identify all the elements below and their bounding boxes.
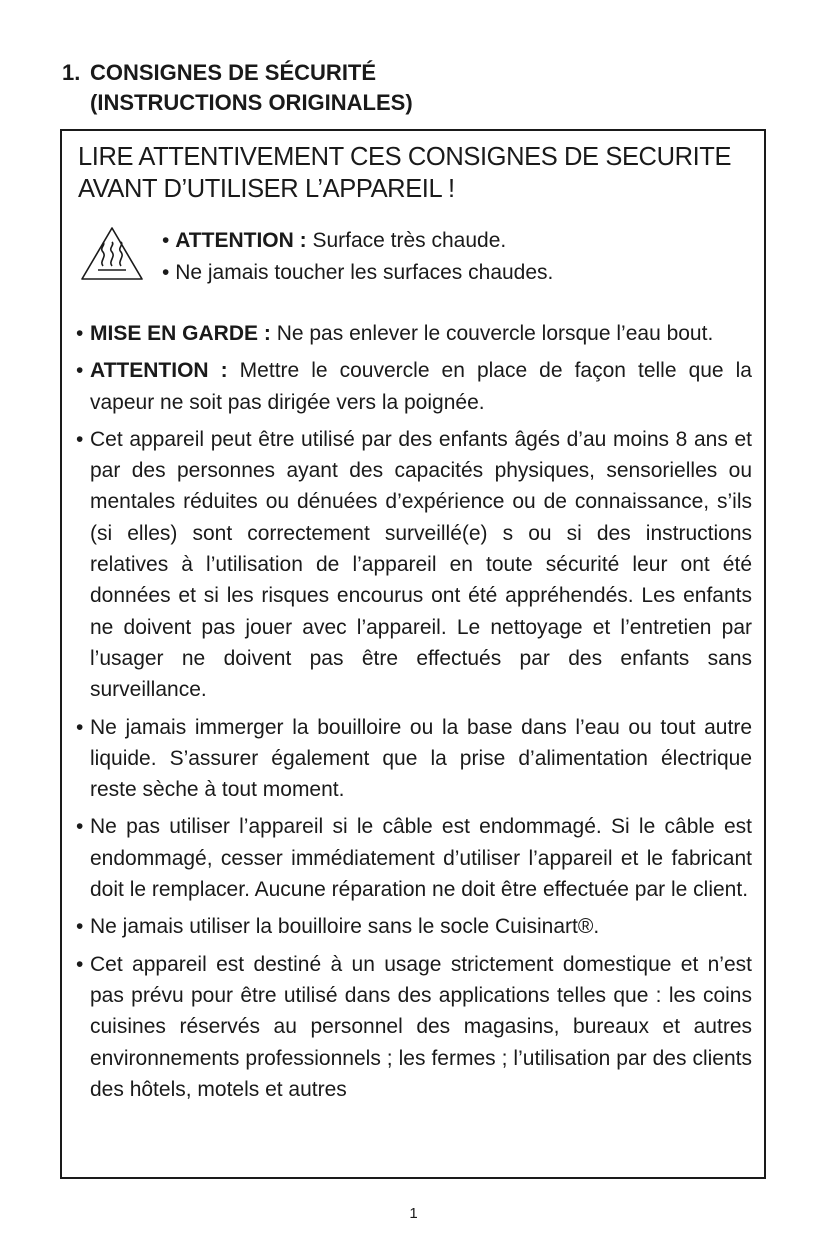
instruction-list — [76, 318, 752, 1105]
section-heading — [62, 58, 413, 118]
page-number: 1 — [409, 1205, 418, 1222]
item-text: Ne jamais immerger la bouilloire ou la base dans l’eau ou tout autre liquide. S’assurer également que la prise d’alimentation électrique reste sèche à tout moment. — [90, 715, 752, 802]
section-title-line1: CONSIGNES DE SÉCURITÉ — [90, 60, 377, 85]
warning-line-1: • ATTENTION : Surface très chaude. — [162, 229, 507, 252]
list-item — [76, 712, 752, 806]
warning-text-2: Ne jamais toucher les surfaces chaudes. — [175, 261, 554, 284]
item-label: MISE EN GARDE : — [90, 322, 271, 345]
item-text: Cet appareil peut être utilisé par des enfants âgés d’au moins 8 ans et par des personnes ayant des capacités physiques, sensorielles ou mentales réduites ou dénuées d’expérience ou de connaissance, s’ils (si elles) sont correctement surveillé(e) s ou si des instructions relatives à l’utilisation de l’appareil en toute sécurité leur ont été données et si les risques encourus ont été appréhendés. Les enfants ne doivent pas jouer avec l’appareil. Le nettoyage et l’entretien par l’usager ne doivent pas être effectués par des enfants sans surveillance. — [90, 427, 752, 702]
list-item — [76, 811, 752, 905]
box-title: LIRE ATTENTIVEMENT CES CONSIGNES DE SECURITE AVANT D’UTILISER L’APPAREIL ! — [78, 143, 732, 203]
section-number: 1. — [62, 60, 81, 85]
item-text: Cet appareil est destiné à un usage strictement domestique et n’est pas prévu pour être utilisé dans des applications telles que : les coins cuisines réservés au personnel des magasins, bureaux et autres environnements professionnels ; les fermes ; l’utilisation par des clients des hôtels, motels et autres — [90, 952, 752, 1101]
list-item — [76, 949, 752, 1105]
item-label: ATTENTION : — [90, 359, 228, 383]
section-heading-line1 — [62, 58, 413, 88]
list-item — [76, 355, 752, 418]
item-text: Ne pas enlever le couvercle lorsque l’eau bout. — [270, 322, 714, 345]
list-item — [76, 911, 752, 942]
safety-instructions-box — [60, 129, 766, 1179]
section-title-line2: (INSTRUCTIONS ORIGINALES) — [90, 90, 413, 115]
warning-text: Surface très chaude. — [306, 229, 507, 252]
list-item — [76, 318, 752, 349]
item-text: Ne jamais utiliser la bouilloire sans le socle Cuisinart®. — [90, 915, 600, 939]
warning-line-2: • Ne jamais toucher les surfaces chaudes. — [162, 261, 554, 284]
hot-surface-warning-icon — [78, 225, 146, 283]
warning-label: ATTENTION : — [175, 229, 307, 252]
item-text: Ne pas utiliser l’appareil si le câble est endommagé. Si le câble est endommagé, cesser immédiatement d’utiliser l’appareil et le fabricant doit le remplacer. Aucune réparation ne doit être effectuée par le client. — [90, 815, 752, 902]
item-text: Mettre le couvercle en place de façon telle que la vapeur ne soit pas dirigée vers la poignée. — [90, 359, 752, 414]
list-item — [76, 424, 752, 706]
